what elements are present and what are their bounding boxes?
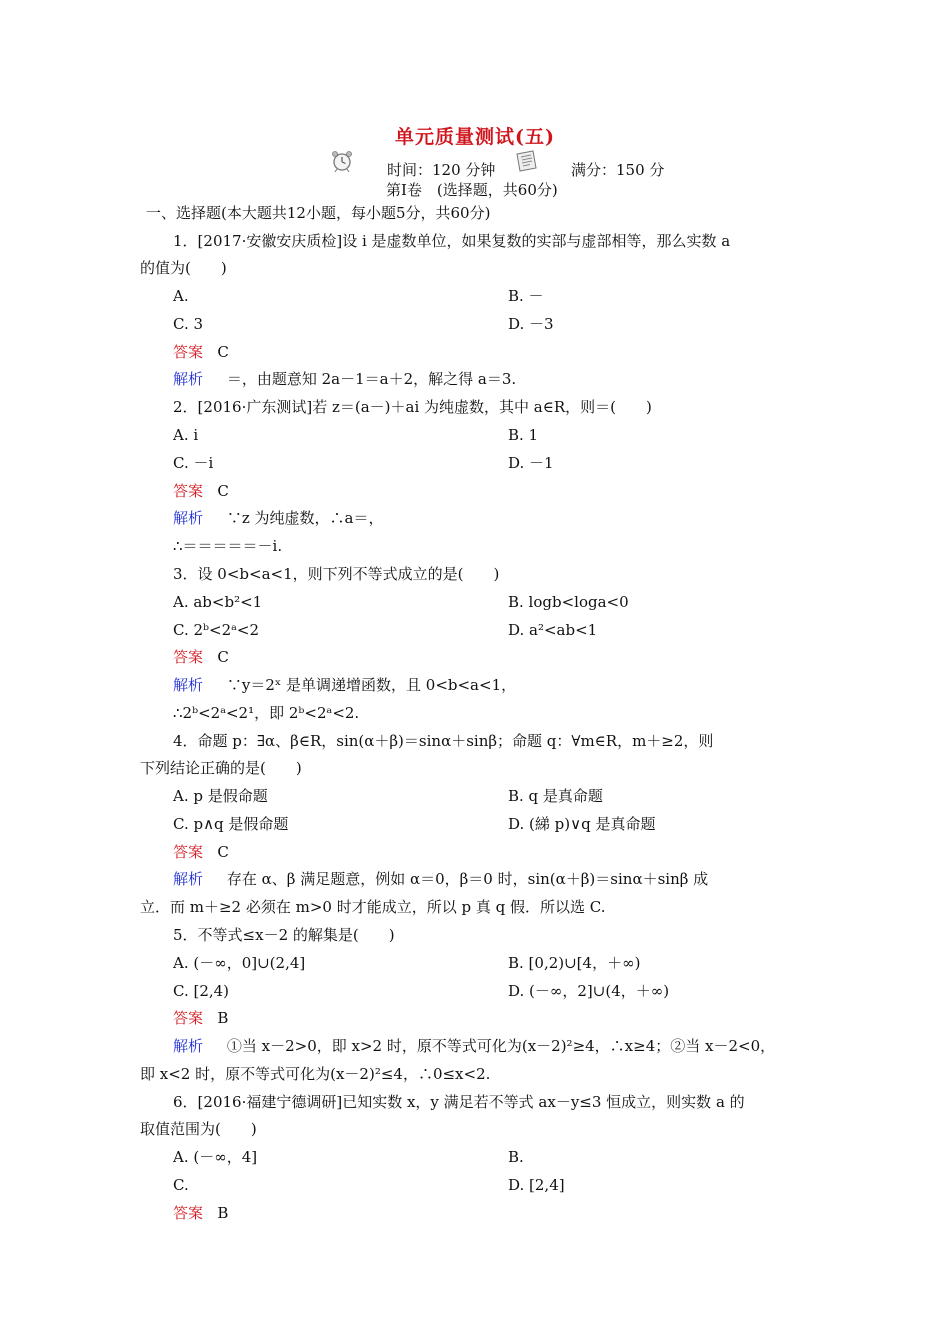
q1-option-b: B. －: [508, 287, 544, 305]
answer-label: 答案: [173, 843, 204, 861]
q5-stem: 5．不等式≤x－2 的解集是( ): [173, 926, 395, 944]
q5-option-c: C. [2,4): [173, 982, 230, 1000]
q6-option-b: B.: [508, 1148, 524, 1166]
q3-option-d: D. a²<ab<1: [508, 621, 598, 639]
q5-answer-row: [173, 1008, 228, 1028]
q1-analysis-row: [173, 369, 516, 389]
alarm-clock-icon: [330, 149, 354, 173]
q2-answer-row: [173, 481, 229, 501]
q4-option-b: B. q 是真命题: [508, 787, 603, 805]
q5-option-b: B. [0,2)∪[4，＋∞): [508, 954, 641, 972]
q2-option-b: B. 1: [508, 426, 539, 444]
q1-option-d: D. －3: [508, 315, 554, 333]
q3-option-b: B. logb<loga<0: [508, 593, 629, 611]
q1-stem: 1．[2017·安徽安庆质检]设 i 是虚数单位，如果复数的实部与虚部相等，那么实数 a: [173, 232, 731, 250]
analysis-label: 解析: [173, 870, 204, 888]
q3-option-c: C. 2ᵇ<2ᵃ<2: [173, 621, 260, 639]
exam-paper-icon: [513, 149, 539, 173]
q3-answer-row: [173, 647, 229, 667]
q6-answer-row: [173, 1203, 228, 1223]
q4-option-c: C. p∧q 是假命题: [173, 815, 289, 833]
q1-answer: C: [217, 343, 229, 361]
q4-analysis: 存在 α、β 满足题意，例如 α＝0，β＝0 时，sin(α＋β)＝sinα＋sinβ 成: [226, 870, 709, 888]
q1-analysis: ＝，由题意知 2a－1＝a＋2，解之得 a＝3.: [226, 370, 517, 388]
answer-label: 答案: [173, 343, 204, 361]
analysis-label: 解析: [173, 509, 204, 527]
analysis-label: 解析: [173, 1037, 204, 1055]
q6-stem: 6．[2016·福建宁德调研]已知实数 x，y 满足若不等式 ax－y≤3 恒成立，则实数 a 的: [173, 1093, 745, 1111]
q4-answer: C: [217, 843, 229, 861]
q3-stem: 3．设 0<b<a<1，则下列不等式成立的是( ): [173, 565, 500, 583]
q5-option-d: D. (－∞，2]∪(4，＋∞): [508, 982, 670, 1000]
q4-answer-row: [173, 842, 229, 862]
q2-option-d: D. －1: [508, 454, 554, 472]
answer-label: 答案: [173, 1009, 204, 1027]
part-header: 一、选择题(本大题共12小题，每小题5分，共60分): [146, 204, 491, 222]
q5-answer: B: [217, 1009, 229, 1027]
q6-answer: B: [217, 1204, 229, 1222]
q6-option-c: C.: [173, 1176, 189, 1194]
q4-analysis-cont: 立．而 m＋≥2 必须在 m>0 时才能成立，所以 p 真 q 假．所以选 C.: [140, 898, 606, 916]
section-title: 第Ⅰ卷 (选择题，共60分): [386, 181, 558, 199]
answer-label: 答案: [173, 1204, 204, 1222]
answer-label: 答案: [173, 648, 204, 666]
analysis-label: 解析: [173, 370, 204, 388]
q2-analysis-cont: ∴＝＝＝＝＝－i.: [173, 537, 283, 555]
q3-analysis: ∵y＝2ˣ 是单调递增函数，且 0<b<a<1，: [226, 676, 517, 694]
q4-option-d: D. (綈 p)∨q 是真命题: [508, 815, 656, 833]
q6-stem-cont: 取值范围为( ): [140, 1120, 257, 1138]
q5-analysis-cont: 即 x<2 时，原不等式可化为(x－2)²≤4，∴0≤x<2.: [140, 1065, 491, 1083]
q4-stem-cont: 下列结论正确的是( ): [140, 759, 302, 777]
q1-answer-row: [173, 342, 229, 362]
q2-stem: 2．[2016·广东测试]若 z＝(a－)＋ai 为纯虚数，其中 a∈R，则＝( ): [173, 398, 652, 416]
exam-time: 时间：120 分钟: [387, 161, 496, 179]
q4-stem: 4．命题 p：∃α、β∈R，sin(α＋β)＝sinα＋sinβ；命题 q：∀m∈R，m＋≥2，则: [173, 732, 714, 750]
q3-analysis-row: [173, 675, 516, 695]
q3-option-a: A. ab<b²<1: [173, 593, 263, 611]
q6-option-a: A. (－∞，4]: [173, 1148, 258, 1166]
q3-answer: C: [217, 648, 229, 666]
q2-analysis: ∵z 为纯虚数，∴a＝，: [226, 509, 384, 527]
analysis-label: 解析: [173, 676, 204, 694]
answer-label: 答案: [173, 482, 204, 500]
page-title: 单元质量测试(五): [395, 126, 555, 148]
q2-option-a: A. i: [173, 426, 199, 444]
exam-score: 满分：150 分: [571, 161, 665, 179]
q1-stem-cont: 的值为( ): [140, 259, 227, 277]
q5-option-a: A. (－∞，0]∪(2,4]: [173, 954, 306, 972]
q2-analysis-row: [173, 508, 383, 528]
q2-answer: C: [217, 482, 229, 500]
q4-option-a: A. p 是假命题: [173, 787, 268, 805]
q5-analysis-row: [173, 1036, 775, 1056]
q3-analysis-cont: ∴2ᵇ<2ᵃ<2¹，即 2ᵇ<2ᵃ<2.: [173, 704, 360, 722]
q6-option-d: D. [2,4]: [508, 1176, 565, 1194]
q2-option-c: C. －i: [173, 454, 214, 472]
q5-analysis: ①当 x－2>0，即 x>2 时，原不等式可化为(x－2)²≥4，∴x≥4；②当 x－2<0，: [226, 1037, 776, 1055]
q1-option-a: A.: [173, 287, 189, 305]
q4-analysis-row: [173, 869, 708, 889]
q1-option-c: C. 3: [173, 315, 204, 333]
